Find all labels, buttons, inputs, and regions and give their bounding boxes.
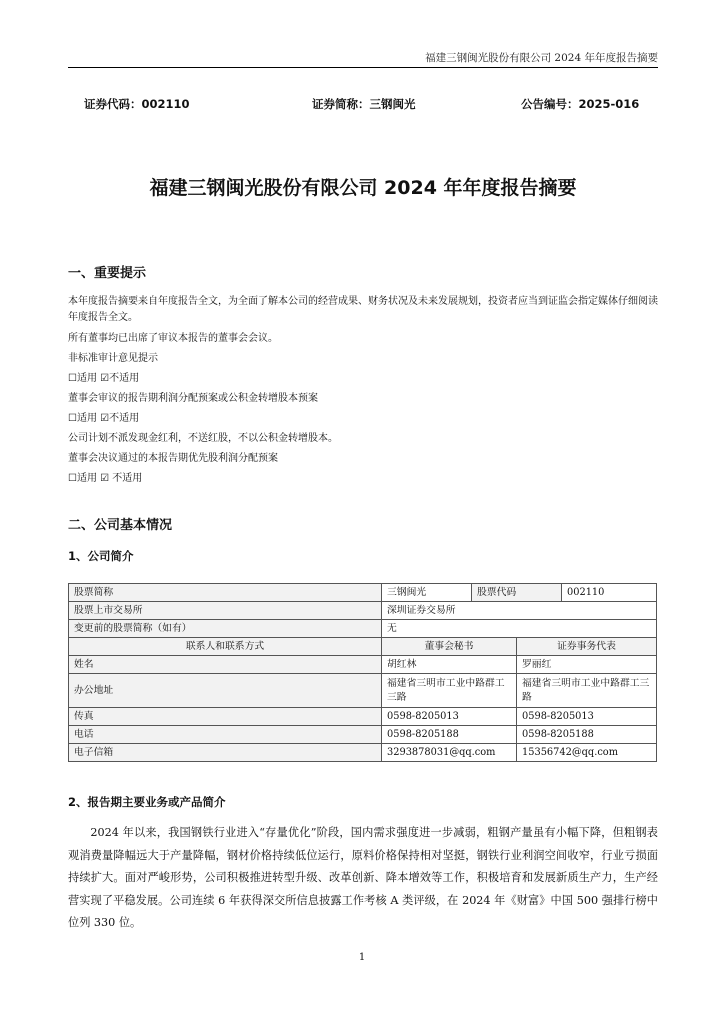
- table-row: [69, 620, 657, 638]
- profit-distribution-label: 董事会审议的报告期利润分配预案或公积金转增股本预案: [68, 393, 318, 404]
- table-row: [69, 708, 657, 726]
- secretary-fax: 0598-8205013: [382, 708, 517, 726]
- rep-phone: 0598-8205188: [517, 726, 657, 744]
- stock-code: 证券代码：002110: [84, 97, 190, 111]
- notice-number: 公告编号：2025-016: [521, 97, 640, 111]
- dividend-plan-note: 公司计划不派发现金红利，不送红股，不以公积金转增股本。: [68, 433, 338, 444]
- table-row: [69, 674, 657, 708]
- stock-abbreviation: 证券简称：三钢闽光: [312, 97, 416, 111]
- table-row: [69, 602, 657, 620]
- subsection-company-profile: 1、公司简介: [68, 549, 134, 563]
- table-row: [69, 656, 657, 674]
- secretary-name: 胡红林: [382, 656, 517, 674]
- subsection-main-business: 2、报告期主要业务或产品简介: [68, 795, 226, 809]
- audit-opinion-checkbox: ☐适用 ☑不适用: [68, 373, 140, 384]
- stock-abbr-value: 三钢闽光: [382, 584, 472, 602]
- table-row: [69, 638, 657, 656]
- stock-code-value: 002110: [562, 584, 657, 602]
- rep-fax: 0598-8205013: [517, 708, 657, 726]
- table-row: [69, 584, 657, 602]
- contact-header: 联系人和联系方式: [69, 638, 382, 656]
- email-label: 电子信箱: [69, 744, 382, 762]
- address-label: 办公地址: [69, 674, 382, 708]
- table-row: [69, 744, 657, 762]
- stock-abbr-label: 股票简称: [69, 584, 382, 602]
- prev-abbr-label: 变更前的股票简称（如有）: [69, 620, 382, 638]
- securities-rep-header: 证券事务代表: [517, 638, 657, 656]
- rep-address: 福建省三明市工业中路群工三路: [517, 674, 657, 708]
- board-attendance-note: 所有董事均已出席了审议本报告的董事会会议。: [68, 333, 278, 344]
- section-heading-important-notes: 一、重要提示: [68, 266, 147, 281]
- secretary-address: 福建省三明市工业中路群工三路: [382, 674, 517, 708]
- section-heading-company-info: 二、公司基本情况: [68, 518, 173, 533]
- audit-opinion-label: 非标准审计意见提示: [68, 353, 158, 364]
- secretary-email: 3293878031@qq.com: [382, 744, 517, 762]
- page-number: 1: [358, 952, 366, 963]
- phone-label: 电话: [69, 726, 382, 744]
- company-profile-table: [68, 583, 657, 762]
- summary-source-note: 本年度报告摘要来自年度报告全文，为全面了解本公司的经营成果、财务状况及未来发展规划，投资者应当到证监会指定媒体仔细阅读年度报告全文。: [68, 296, 658, 323]
- secretary-phone: 0598-8205188: [382, 726, 517, 744]
- table-row: [69, 726, 657, 744]
- security-info-line: [84, 96, 644, 112]
- profit-distribution-checkbox: ☐适用 ☑不适用: [68, 413, 140, 424]
- fax-label: 传真: [69, 708, 382, 726]
- important-notes-body: [68, 294, 658, 489]
- rep-email: 15356742@qq.com: [517, 744, 657, 762]
- document-title: 福建三钢闽光股份有限公司 2024 年年度报告摘要: [149, 177, 577, 199]
- header-rule: [68, 67, 658, 68]
- rep-name: 罗丽红: [517, 656, 657, 674]
- preferred-dividend-checkbox: ☐适用 ☑ 不适用: [68, 473, 143, 484]
- exchange-value: 深圳证券交易所: [382, 602, 657, 620]
- stock-code-label: 股票代码: [472, 584, 562, 602]
- secretary-header: 董事会秘书: [382, 638, 517, 656]
- preferred-dividend-label: 董事会决议通过的本报告期优先股利润分配预案: [68, 453, 278, 464]
- name-label: 姓名: [69, 656, 382, 674]
- main-business-paragraph: 2024 年以来，我国钢铁行业进入“存量优化”阶段，国内需求强度进一步减弱，粗钢产量虽有小幅下降，但粗钢表观消费量降幅远大于产量降幅，钢材价格持续低位运行，原料价格保持相对坚挺，钢铁行业利润空间收窄，行业亏损面持续扩大。面对严峻形势，公司积极推进转型升级、改革创新、降本增效等工作，积极培育和发展新质生产力，生产经营实现了平稳发展。公司连续 6 年获得深交所信息披露工作考核 A 类评级，在 2024 年《财富》中国 500 强排行榜中位列 330 位。: [68, 826, 658, 929]
- running-header: 福建三钢闽光股份有限公司 2024 年年度报告摘要: [425, 52, 658, 64]
- exchange-label: 股票上市交易所: [69, 602, 382, 620]
- prev-abbr-value: 无: [382, 620, 657, 638]
